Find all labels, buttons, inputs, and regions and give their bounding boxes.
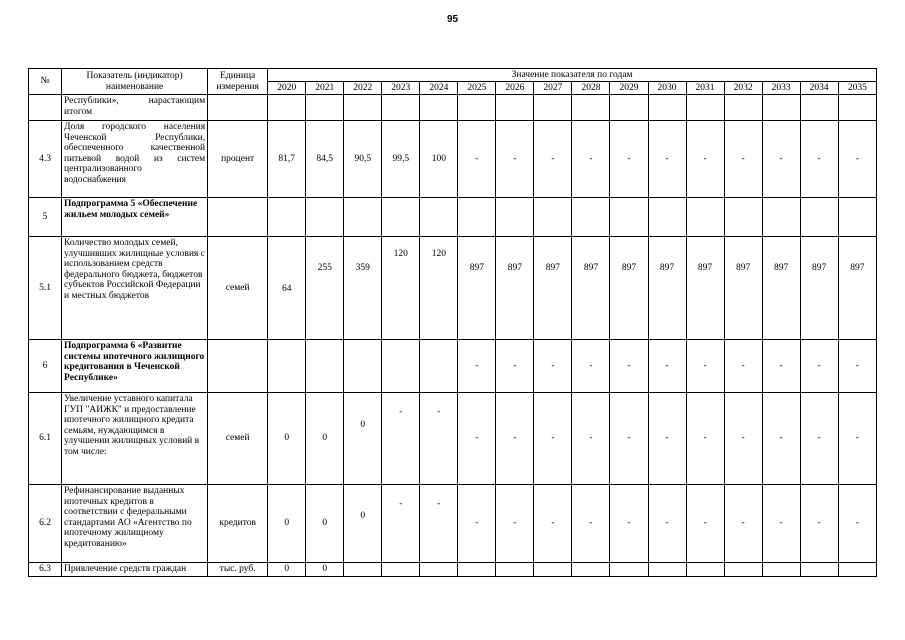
unit-of-measure: кредитов xyxy=(208,485,268,563)
year-value: - xyxy=(648,393,686,485)
header-year: 2028 xyxy=(572,82,610,95)
year-value: 897 xyxy=(762,237,800,340)
header-year: 2023 xyxy=(382,82,420,95)
year-value xyxy=(344,563,382,577)
year-value: 897 xyxy=(496,237,534,340)
year-value: - xyxy=(610,121,648,198)
year-value: 81,7 xyxy=(268,121,306,198)
year-value: 0 xyxy=(306,485,344,563)
header-year: 2035 xyxy=(838,82,876,95)
table-row xyxy=(29,237,877,340)
year-value xyxy=(800,563,838,577)
year-value: - xyxy=(762,393,800,485)
year-value: - xyxy=(458,485,496,563)
year-value xyxy=(838,563,876,577)
year-value xyxy=(496,198,534,237)
indicator-name: Увеличение уставного капитала ГУП "АИЖК" и предоставление ипотечного жилищного кредита семьям, нуждающимся в улучшении жилищных условий в том числе: xyxy=(62,393,208,485)
year-value: - xyxy=(686,121,724,198)
header-unit: Единица измерения xyxy=(208,69,268,95)
year-value xyxy=(382,563,420,577)
row-number: 6.3 xyxy=(29,563,62,577)
year-value: 897 xyxy=(800,237,838,340)
year-value: - xyxy=(420,485,458,563)
year-value xyxy=(610,563,648,577)
year-value: - xyxy=(800,121,838,198)
year-value xyxy=(762,95,800,121)
year-value: - xyxy=(382,393,420,485)
year-value: - xyxy=(800,485,838,563)
year-value: 0 xyxy=(268,485,306,563)
year-value xyxy=(382,95,420,121)
year-value: - xyxy=(572,340,610,393)
header-year: 2031 xyxy=(686,82,724,95)
year-value: 897 xyxy=(686,237,724,340)
indicator-name: Рефинансирование выданных ипотечных кредитов в соответствии с федеральными стандартами АО «Агентство по ипотечному жилищному кредитованию» xyxy=(62,485,208,563)
header-year: 2029 xyxy=(610,82,648,95)
year-value xyxy=(686,198,724,237)
year-value: - xyxy=(800,393,838,485)
indicator-name: Доля городского населения Чеченской Республики, обеспеченного качественной питьевой водой из систем централизованного водоснабжения xyxy=(62,121,208,198)
header-indicator: Показатель (индикатор) наименование xyxy=(62,69,208,95)
year-value: 897 xyxy=(572,237,610,340)
header-year: 2026 xyxy=(496,82,534,95)
year-value xyxy=(344,198,382,237)
year-value: - xyxy=(458,340,496,393)
table-row xyxy=(29,340,877,393)
year-value: - xyxy=(686,485,724,563)
indicators-table xyxy=(28,68,877,577)
unit-of-measure xyxy=(208,198,268,237)
year-value xyxy=(458,563,496,577)
year-value xyxy=(534,198,572,237)
year-value: 359 xyxy=(344,237,382,340)
indicator-name: Подпрограмма 5 «Обеспечение жильем молодых семей» xyxy=(62,198,208,237)
year-value: 120 xyxy=(420,237,458,340)
row-number xyxy=(29,95,62,121)
year-value: - xyxy=(724,393,762,485)
year-value xyxy=(686,95,724,121)
year-value: - xyxy=(534,121,572,198)
year-value: 0 xyxy=(344,393,382,485)
year-value xyxy=(648,563,686,577)
year-value: - xyxy=(382,485,420,563)
year-value xyxy=(420,198,458,237)
header-year: 2022 xyxy=(344,82,382,95)
year-value xyxy=(420,563,458,577)
year-value: - xyxy=(496,340,534,393)
year-value xyxy=(458,198,496,237)
table-row xyxy=(29,198,877,237)
year-value: - xyxy=(800,340,838,393)
year-value: 897 xyxy=(724,237,762,340)
unit-of-measure: тыс. руб. xyxy=(208,563,268,577)
year-value: - xyxy=(838,393,876,485)
header-year: 2020 xyxy=(268,82,306,95)
year-value: - xyxy=(496,121,534,198)
row-number: 5 xyxy=(29,198,62,237)
header-year: 2021 xyxy=(306,82,344,95)
year-value: 0 xyxy=(268,393,306,485)
year-value: 0 xyxy=(344,485,382,563)
year-value: 897 xyxy=(648,237,686,340)
year-value: - xyxy=(686,340,724,393)
year-value: 0 xyxy=(268,563,306,577)
year-value: 64 xyxy=(268,237,306,340)
row-number: 5.1 xyxy=(29,237,62,340)
year-value: - xyxy=(686,393,724,485)
table-row xyxy=(29,393,877,485)
year-value xyxy=(534,95,572,121)
year-value: 897 xyxy=(458,237,496,340)
table-row xyxy=(29,563,877,577)
year-value: - xyxy=(762,121,800,198)
year-value: 100 xyxy=(420,121,458,198)
year-value: 0 xyxy=(306,393,344,485)
year-value xyxy=(686,563,724,577)
unit-of-measure: семей xyxy=(208,393,268,485)
year-value xyxy=(610,95,648,121)
year-value xyxy=(420,95,458,121)
year-value xyxy=(382,198,420,237)
year-value xyxy=(420,340,458,393)
indicator-name: Республики», нарастающим итогом xyxy=(62,95,208,121)
year-value xyxy=(382,340,420,393)
year-value xyxy=(496,563,534,577)
row-number: 6.2 xyxy=(29,485,62,563)
year-value xyxy=(534,563,572,577)
year-value xyxy=(724,563,762,577)
year-value: - xyxy=(572,393,610,485)
year-value: - xyxy=(534,340,572,393)
year-value xyxy=(268,198,306,237)
year-value: - xyxy=(838,485,876,563)
year-value: 897 xyxy=(610,237,648,340)
table-row xyxy=(29,485,877,563)
year-value xyxy=(344,340,382,393)
year-value xyxy=(610,198,648,237)
year-value: - xyxy=(572,121,610,198)
year-value: - xyxy=(648,485,686,563)
unit-of-measure xyxy=(208,95,268,121)
year-value: - xyxy=(534,393,572,485)
header-year: 2027 xyxy=(534,82,572,95)
year-value: - xyxy=(610,485,648,563)
year-value: - xyxy=(724,121,762,198)
year-value xyxy=(648,95,686,121)
table-row xyxy=(29,95,877,121)
year-value xyxy=(268,340,306,393)
year-value: - xyxy=(610,393,648,485)
year-value xyxy=(800,95,838,121)
year-value: 897 xyxy=(534,237,572,340)
year-value xyxy=(458,95,496,121)
year-value: - xyxy=(838,340,876,393)
year-value: - xyxy=(610,340,648,393)
year-value: - xyxy=(534,485,572,563)
year-value: 0 xyxy=(306,563,344,577)
unit-of-measure xyxy=(208,340,268,393)
year-value xyxy=(572,198,610,237)
header-year: 2025 xyxy=(458,82,496,95)
year-value: - xyxy=(420,393,458,485)
page-number: 95 xyxy=(446,14,459,25)
header-year: 2034 xyxy=(800,82,838,95)
year-value xyxy=(800,198,838,237)
year-value: 255 xyxy=(306,237,344,340)
year-value: - xyxy=(458,121,496,198)
year-value xyxy=(838,198,876,237)
indicator-name: Количество молодых семей, улучшивших жилищные условия с использованием средств федерального бюджета, бюджетов субъектов Российской Федерации и местных бюджетов xyxy=(62,237,208,340)
year-value: - xyxy=(458,393,496,485)
year-value: - xyxy=(648,340,686,393)
table-row xyxy=(29,121,877,198)
year-value xyxy=(648,198,686,237)
year-value: - xyxy=(762,340,800,393)
year-value: 897 xyxy=(838,237,876,340)
year-value xyxy=(344,95,382,121)
year-value xyxy=(724,198,762,237)
year-value: 99,5 xyxy=(382,121,420,198)
year-value xyxy=(724,95,762,121)
year-value xyxy=(572,95,610,121)
year-value: - xyxy=(724,485,762,563)
year-value: 120 xyxy=(382,237,420,340)
row-number: 6.1 xyxy=(29,393,62,485)
year-value xyxy=(762,198,800,237)
unit-of-measure: семей xyxy=(208,237,268,340)
header-year: 2030 xyxy=(648,82,686,95)
year-value xyxy=(572,563,610,577)
year-value: - xyxy=(762,485,800,563)
year-value xyxy=(762,563,800,577)
year-value: 84,5 xyxy=(306,121,344,198)
year-value xyxy=(306,95,344,121)
header-num: № xyxy=(29,69,62,95)
year-value: 90,5 xyxy=(344,121,382,198)
indicator-name: Привлечение средств граждан xyxy=(62,563,208,577)
year-value: - xyxy=(572,485,610,563)
year-value: - xyxy=(496,393,534,485)
indicator-name: Подпрограмма 6 «Развитие системы ипотечного жилищного кредитования в Чеченской Республике» xyxy=(62,340,208,393)
header-year: 2032 xyxy=(724,82,762,95)
year-value: - xyxy=(496,485,534,563)
header-year: 2024 xyxy=(420,82,458,95)
year-value: - xyxy=(838,121,876,198)
year-value: - xyxy=(724,340,762,393)
row-number: 4.3 xyxy=(29,121,62,198)
year-value xyxy=(306,340,344,393)
year-value xyxy=(306,198,344,237)
unit-of-measure: процент xyxy=(208,121,268,198)
year-value xyxy=(838,95,876,121)
row-number: 6 xyxy=(29,340,62,393)
year-value xyxy=(268,95,306,121)
year-value: - xyxy=(648,121,686,198)
header-values-by-year: Значение показателя по годам xyxy=(268,69,877,82)
year-value xyxy=(496,95,534,121)
header-year: 2033 xyxy=(762,82,800,95)
